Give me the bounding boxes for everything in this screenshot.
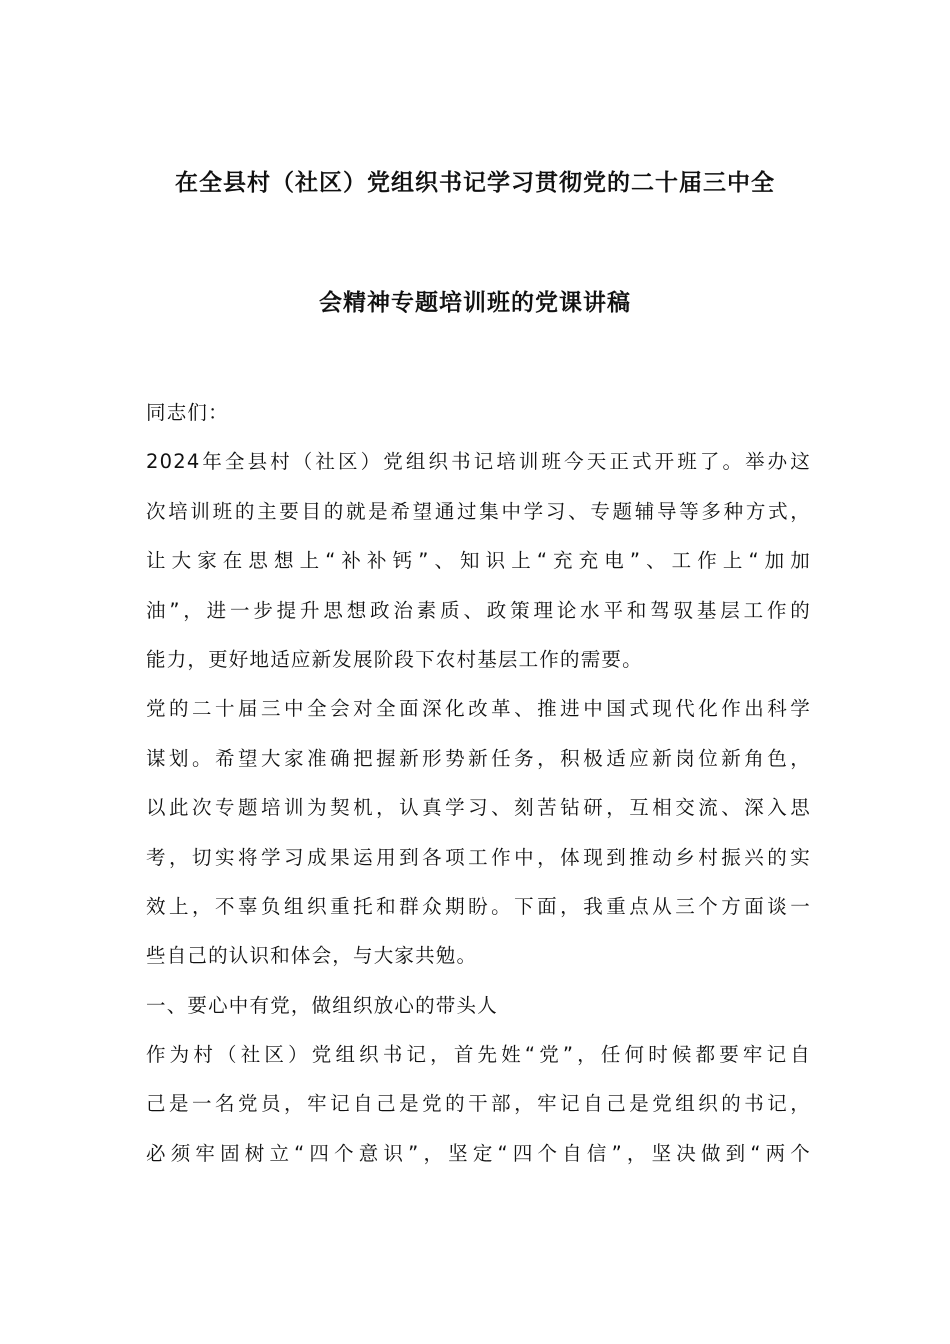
- paragraph-line: 油”，进一步提升思想政治素质、政策理论水平和驾驭基层工作的: [146, 598, 811, 622]
- paragraph-line: 必须牢固树立“四个意识”，坚定“四个自信”，坚决做到“两个: [146, 1141, 811, 1165]
- salutation: 同志们：: [146, 401, 229, 424]
- paragraph-line: 让大家在思想上“补补钙”、知识上“充充电”、工作上“加加: [146, 549, 811, 573]
- paragraph-line: 作为村（社区）党组织书记，首先姓“党”，任何时候都要牢记自: [146, 1043, 811, 1067]
- document-title-line-1: 在全县村（社区）党组织书记学习贯彻党的二十届三中全: [175, 170, 775, 196]
- paragraph-line: 谋划。希望大家准确把握新形势新任务，积极适应新岗位新角色，: [146, 746, 811, 770]
- paragraph-line: 效上，不辜负组织重托和群众期盼。下面，我重点从三个方面谈一: [146, 894, 811, 918]
- paragraph-line: 2024年全县村（社区）党组织书记培训班今天正式开班了。举办这: [146, 450, 811, 474]
- section-heading: 一、要心中有党，做组织放心的带头人: [146, 993, 498, 1017]
- document-body: [146, 388, 811, 1178]
- paragraph-line: 些自己的认识和体会，与大家共勉。: [146, 944, 478, 968]
- document-title-line-2: 会精神专题培训班的党课讲稿: [319, 290, 631, 316]
- paragraph-line: 考，切实将学习成果运用到各项工作中，体现到推动乡村振兴的实: [146, 845, 811, 869]
- paragraph-line: 能力，更好地适应新发展阶段下农村基层工作的需要。: [146, 647, 643, 671]
- paragraph-line: 次培训班的主要目的就是希望通过集中学习、专题辅导等多种方式，: [146, 499, 811, 523]
- paragraph-line: 党的二十届三中全会对全面深化改革、推进中国式现代化作出科学: [146, 697, 811, 721]
- paragraph-line: 己是一名党员，牢记自己是党的干部，牢记自己是党组织的书记，: [146, 1092, 811, 1116]
- paragraph-line: 以此次专题培训为契机，认真学习、刻苦钻研，互相交流、深入思: [146, 796, 811, 820]
